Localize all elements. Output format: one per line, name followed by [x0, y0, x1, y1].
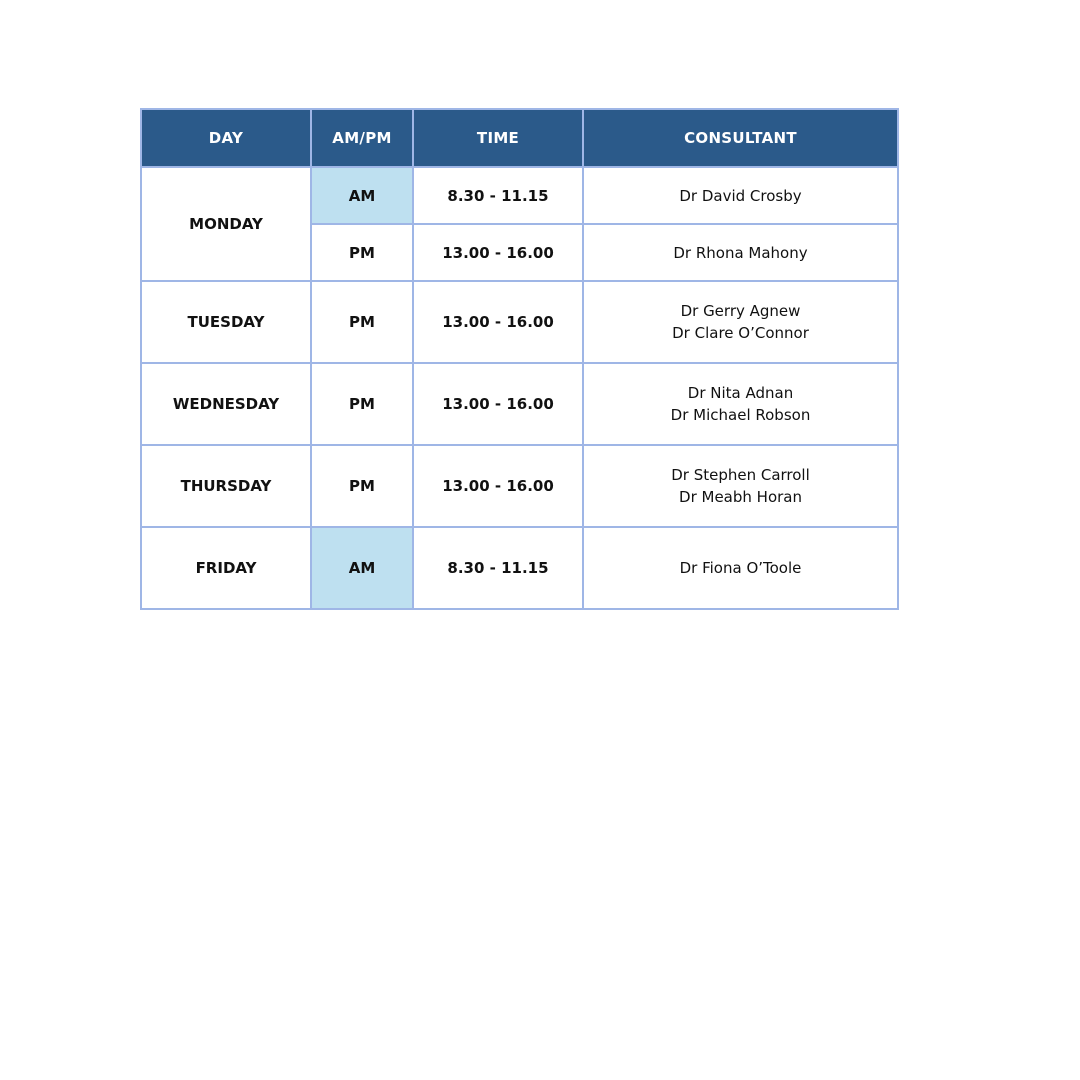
consultant-name: Dr Michael Robson [670, 406, 811, 424]
day-cell-tuesday: TUESDAY [141, 281, 311, 363]
time-cell: 8.30 - 11.15 [413, 527, 583, 609]
time-cell: 8.30 - 11.15 [413, 167, 583, 224]
table-row-wednesday [141, 363, 898, 445]
ampm-cell: AM [311, 527, 413, 609]
day-cell-monday: MONDAY [141, 167, 311, 281]
table-row-monday-am [141, 167, 898, 224]
consultant-cell [583, 224, 898, 281]
consultant-name: Dr Gerry Agnew [680, 302, 801, 320]
consultant-cell [583, 363, 898, 445]
ampm-cell: PM [311, 363, 413, 445]
header-consultant: CONSULTANT [583, 109, 898, 167]
header-day: DAY [141, 109, 311, 167]
table-row-friday [141, 527, 898, 609]
consultant-name: Dr Clare O’Connor [672, 324, 809, 342]
consultant-name: Dr Rhona Mahony [673, 243, 808, 262]
time-cell: 13.00 - 16.00 [413, 445, 583, 527]
consultant-name: Dr Meabh Horan [679, 488, 802, 506]
ampm-cell: AM [311, 167, 413, 224]
ampm-cell: PM [311, 281, 413, 363]
ampm-cell: PM [311, 445, 413, 527]
time-cell: 13.00 - 16.00 [413, 363, 583, 445]
day-cell-thursday: THURSDAY [141, 445, 311, 527]
consultant-cell [583, 281, 898, 363]
table-row-thursday [141, 445, 898, 527]
ampm-cell: PM [311, 224, 413, 281]
consultant-cell [583, 445, 898, 527]
consultant-cell [583, 527, 898, 609]
consultant-name: Dr Nita Adnan [687, 384, 794, 402]
consultant-cell [583, 167, 898, 224]
consultant-name: Dr Fiona O’Toole [679, 559, 802, 577]
consultant-name: Dr Stephen Carroll [671, 466, 810, 484]
clinic-schedule-table [140, 108, 899, 610]
time-cell: 13.00 - 16.00 [413, 224, 583, 281]
header-time: TIME [413, 109, 583, 167]
header-row [141, 109, 898, 167]
day-cell-friday: FRIDAY [141, 527, 311, 609]
consultant-name: Dr David Crosby [679, 186, 802, 205]
header-ampm: AM/PM [311, 109, 413, 167]
time-cell: 13.00 - 16.00 [413, 281, 583, 363]
table-row-tuesday [141, 281, 898, 363]
day-cell-wednesday: WEDNESDAY [141, 363, 311, 445]
